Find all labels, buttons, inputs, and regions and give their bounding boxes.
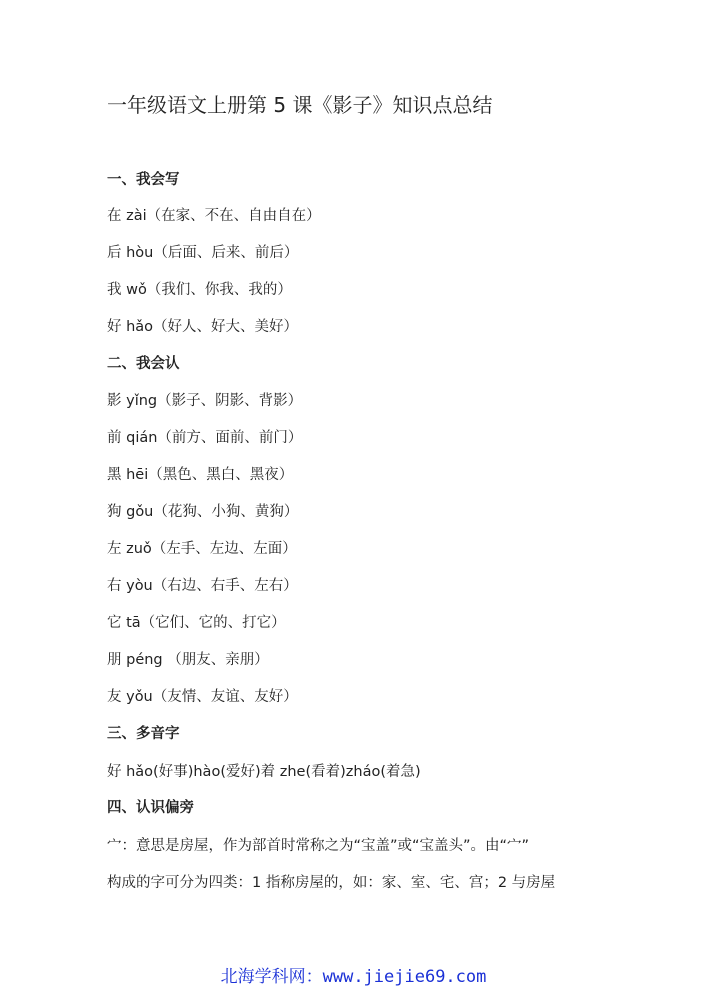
vocab-line: 朋 péng （朋友、亲朋） [107, 652, 269, 668]
section-heading-polyphonic: 三、多音字 [107, 726, 180, 742]
paragraph-line: 宀：意思是房屋，作为部首时常称之为“宝盖”或“宝盖头”。由“宀” [107, 838, 530, 854]
vocab-line: 好 hǎo（好人、好大、美好） [107, 319, 299, 335]
footer-watermark [0, 965, 707, 989]
vocab-line: 我 wǒ（我们、你我、我的） [107, 282, 292, 298]
polyphonic-line: 好 hǎo(好事)hào(爱好)着 zhe(看着)zháo(着急) [107, 764, 421, 780]
vocab-line: 前 qián（前方、面前、前门） [107, 430, 303, 446]
vocab-line: 在 zài（在家、不在、自由自在） [107, 208, 321, 224]
vocab-line: 右 yòu（右边、右手、左右） [107, 578, 298, 594]
footer-url-link[interactable]: www.jiejie69.com [322, 967, 487, 987]
vocab-line: 后 hòu（后面、后来、前后） [107, 245, 299, 261]
vocab-line: 黑 hēi（黑色、黑白、黑夜） [107, 467, 294, 483]
section-heading-write: 一、我会写 [107, 172, 180, 188]
section-heading-recognize: 二、我会认 [107, 356, 180, 372]
vocab-line: 狗 gǒu（花狗、小狗、黄狗） [107, 504, 299, 520]
vocab-line: 左 zuǒ（左手、左边、左面） [107, 541, 297, 557]
paragraph-line: 构成的字可分为四类：1 指称房屋的，如：家、室、宅、宫；2 与房屋 [107, 875, 556, 891]
page-title: 一年级语文上册第 5 课《影子》知识点总结 [107, 93, 493, 117]
footer-site-name: 北海学科网： [220, 967, 323, 987]
vocab-line: 它 tā（它们、它的、打它） [107, 615, 286, 631]
vocab-line: 影 yǐng（影子、阴影、背影） [107, 393, 303, 409]
vocab-line: 友 yǒu（友情、友谊、友好） [107, 689, 298, 705]
section-heading-radicals: 四、认识偏旁 [107, 800, 194, 816]
